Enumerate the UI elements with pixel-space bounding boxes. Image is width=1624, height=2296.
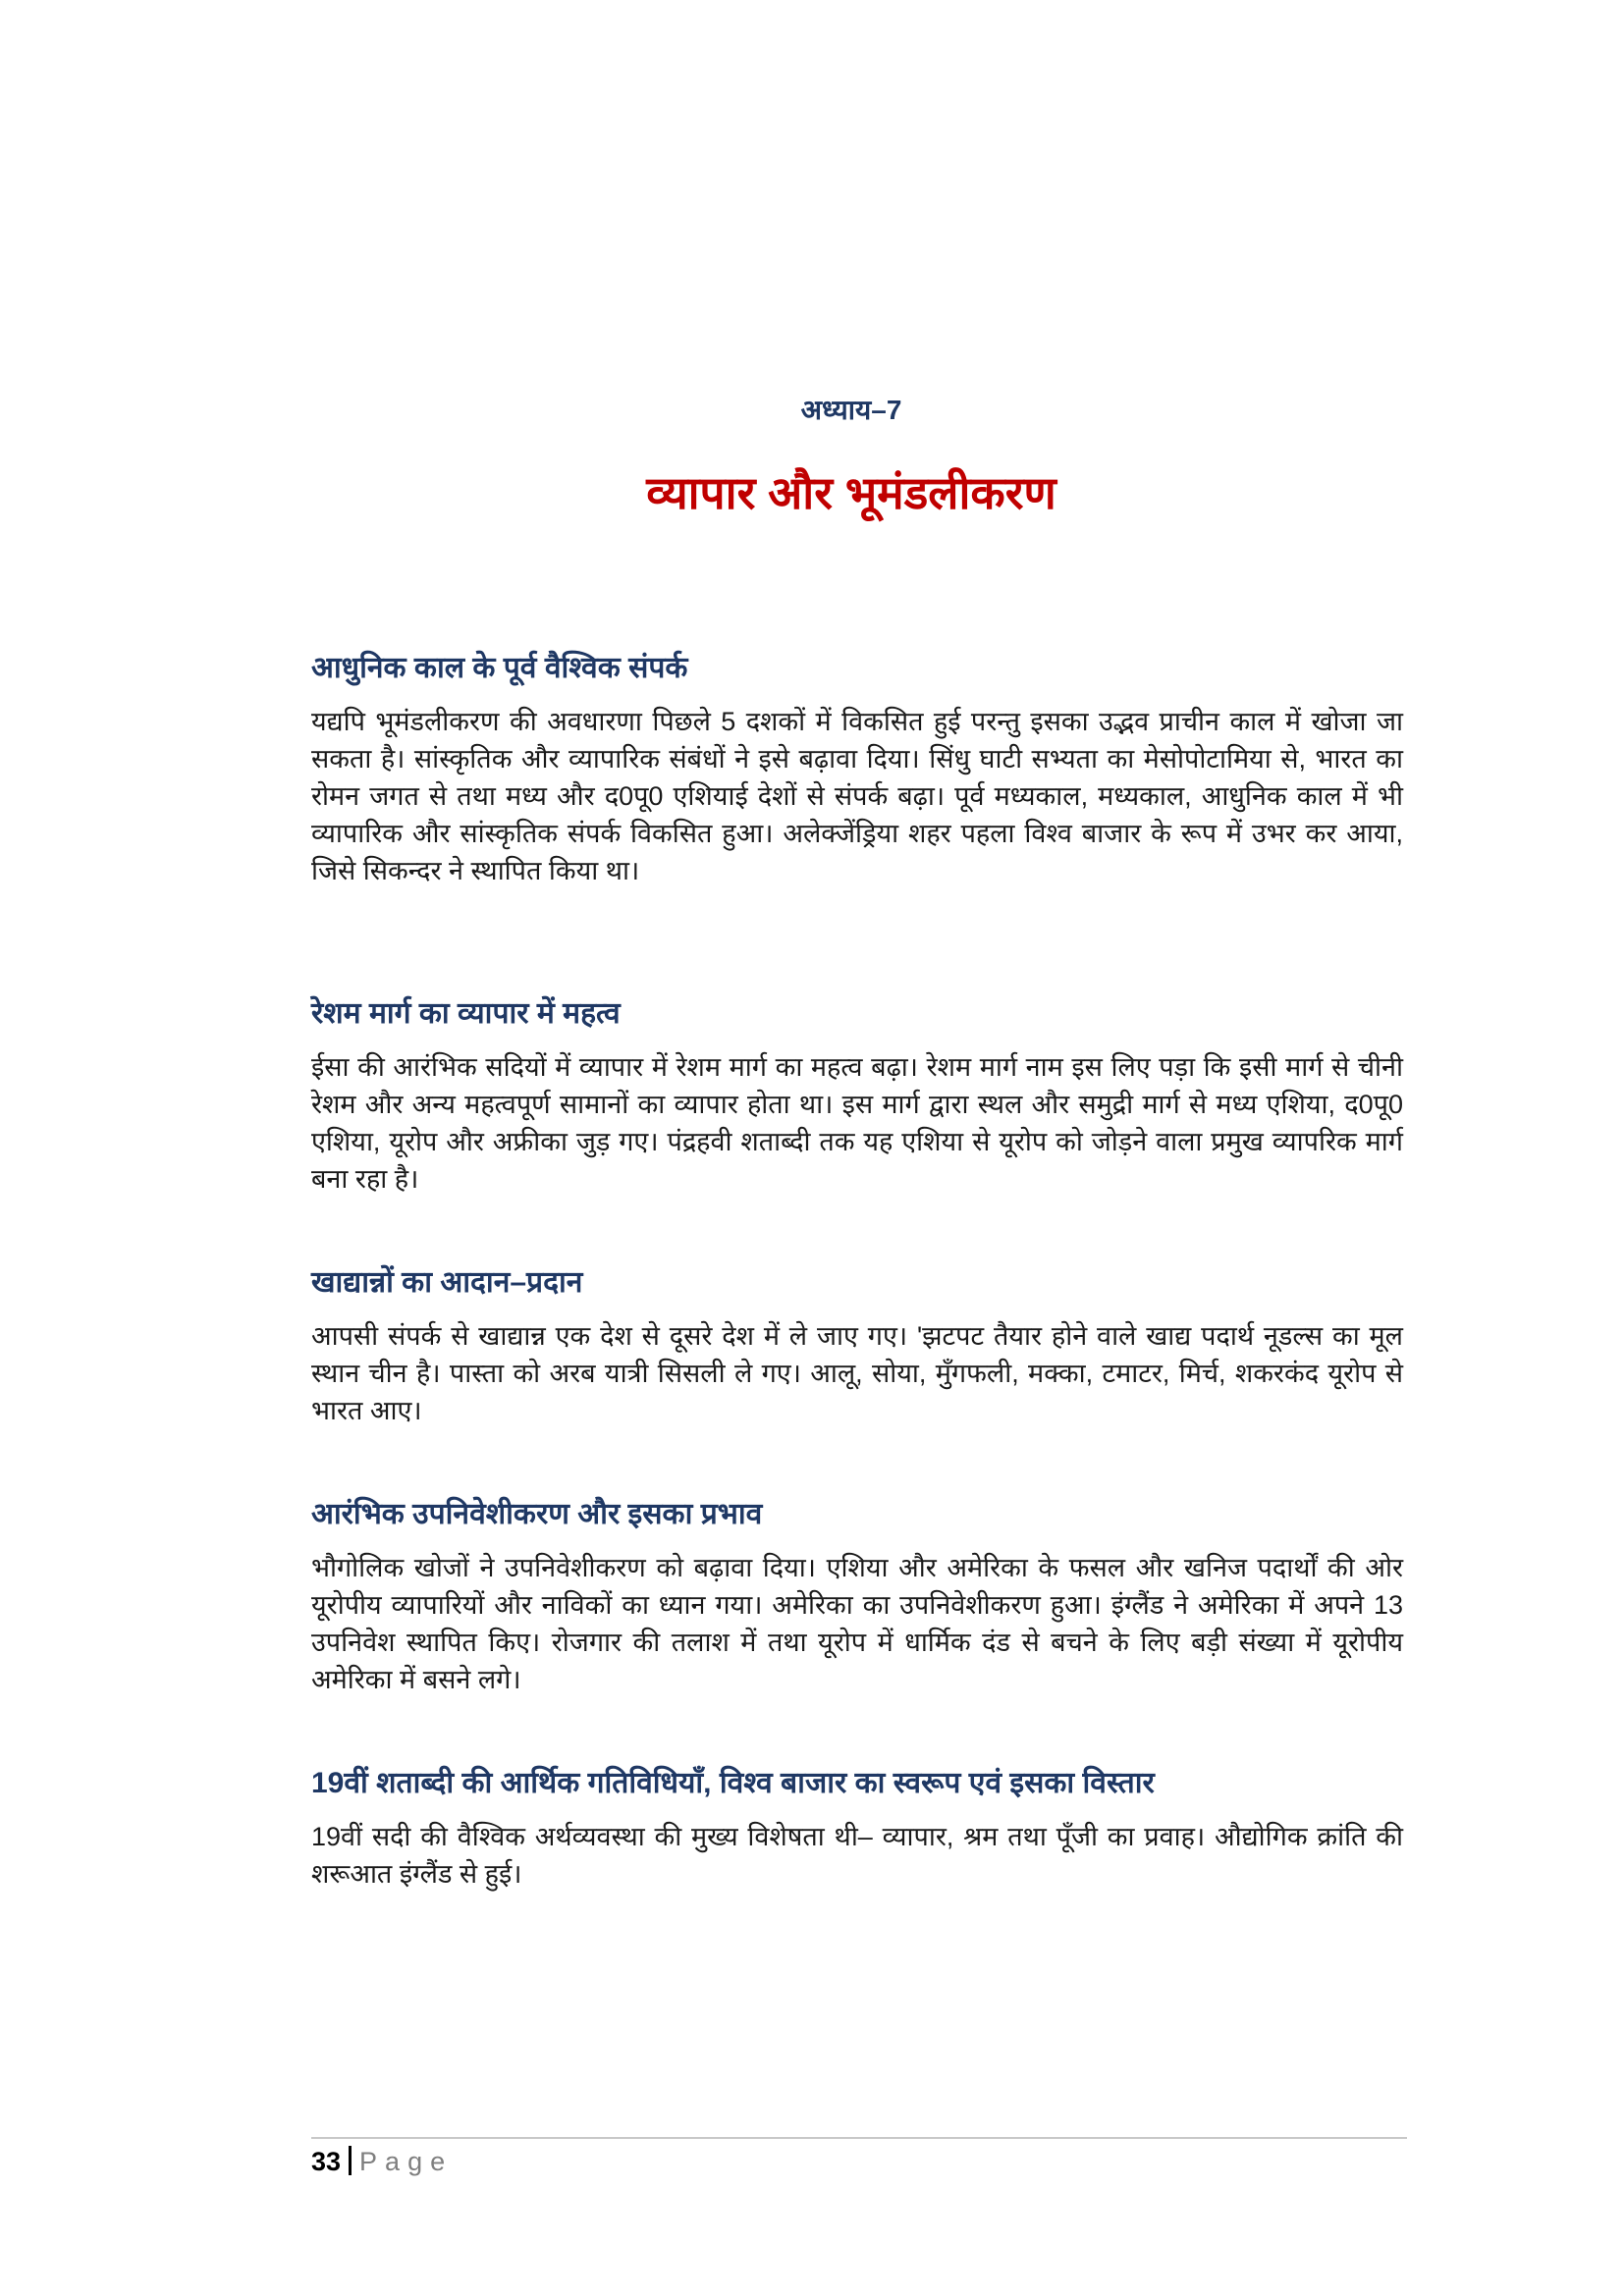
- section-early-colonisation: [311, 1494, 1403, 1698]
- section-heading: आरंभिक उपनिवेशीकरण और इसका प्रभाव: [311, 1498, 763, 1530]
- chapter-label: अध्याय–7: [800, 395, 902, 425]
- section-body: यद्यपि भूमंडलीकरण की अवधारणा पिछले 5 दशकों में विकसित हुई परन्तु इसका उद्भव प्राचीन काल में खोजा जा सकता है। सांस्कृतिक और व्यापारिक संबंधों ने इसे बढ़ावा दिया। सिंधु घाटी सभ्यता का मेसोपोटामिया से, भारत का रोमन जगत से तथा मध्य और द0पू0 एशियाई देशों से संपर्क बढ़ा। पूर्व मध्यकाल, मध्यकाल, आधुनिक काल में भी व्यापारिक और सांस्कृतिक संपर्क विकसित हुआ। अलेक्जेंड्रिया शहर पहला विश्व बाजार के रूप में उभर कर आया, जिसे सिकन्दर ने स्थापित किया था।: [311, 707, 1403, 885]
- section-pre-modern-contacts: [311, 648, 1403, 889]
- chapter-title: व्यापार और भूमंडलीकरण: [646, 467, 1056, 518]
- section-silk-route: [311, 993, 1403, 1198]
- page-footer: [311, 2146, 453, 2177]
- footer-separator: [349, 2146, 352, 2175]
- footer-divider: [311, 2137, 1407, 2139]
- section-19th-century-economy: [311, 1763, 1403, 1893]
- page-label: Page: [359, 2147, 454, 2176]
- section-heading: 19वीं शताब्दी की आर्थिक गतिविधियाँ, विश्व बाजार का स्वरूप एवं इसका विस्तार: [311, 1767, 1155, 1799]
- section-food-exchange: [311, 1262, 1403, 1429]
- section-body: भौगोलिक खोजों ने उपनिवेशीकरण को बढ़ावा दिया। एशिया और अमेरिका के फसल और खनिज पदार्थों की ओर यूरोपीय व्यापारियों और नाविकों का ध्यान गया। अमेरिका का उपनिवेशीकरण हुआ। इंग्लैंड ने अमेरिका में अपने 13 उपनिवेश स्थापित किए। रोजगार की तलाश में तथा यूरोप में धार्मिक दंड से बचने के लिए बड़ी संख्या में यूरोपीय अमेरिका में बसने लगे।: [311, 1553, 1403, 1694]
- section-heading: आधुनिक काल के पूर्व वैश्विक संपर्क: [311, 652, 688, 684]
- section-body: 19वीं सदी की वैश्विक अर्थव्यवस्था की मुख्य विशेषता थी– व्यापार, श्रम तथा पूँजी का प्रवाह। औद्योगिक क्रांति की शरूआत इंग्लैंड से हुई।: [311, 1822, 1403, 1889]
- page-number: 33: [311, 2147, 342, 2176]
- section-body: आपसी संपर्क से खाद्यान्न एक देश से दूसरे देश में ले जाए गए। 'झटपट तैयार होने वाले खाद्य पदार्थ नूडल्स का मूल स्थान चीन है। पास्ता को अरब यात्री सिसली ले गए। आलू, सोया, मुँगफली, मक्का, टमाटर, मिर्च, शकरकंद यूरोप से भारत आए।: [311, 1321, 1403, 1425]
- section-heading: खाद्यान्नों का आदान–प्रदान: [311, 1266, 583, 1299]
- section-heading: रेशम मार्ग का व्यापार में महत्व: [311, 997, 621, 1030]
- section-body: ईसा की आरंभिक सदियों में व्यापार में रेशम मार्ग का महत्व बढ़ा। रेशम मार्ग नाम इस लिए पड़ा कि इसी मार्ग से चीनी रेशम और अन्य महत्वपूर्ण सामानों का व्यापार होता था। इस मार्ग द्वारा स्थल और समुद्री मार्ग से मध्य एशिया, द0पू0 एशिया, यूरोप और अफ्रीका जुड़ गए। पंद्रहवी शताब्दी तक यह एशिया से यूरोप को जोड़ने वाला प्रमुख व्यापरिक मार्ग बना रहा है।: [311, 1052, 1403, 1194]
